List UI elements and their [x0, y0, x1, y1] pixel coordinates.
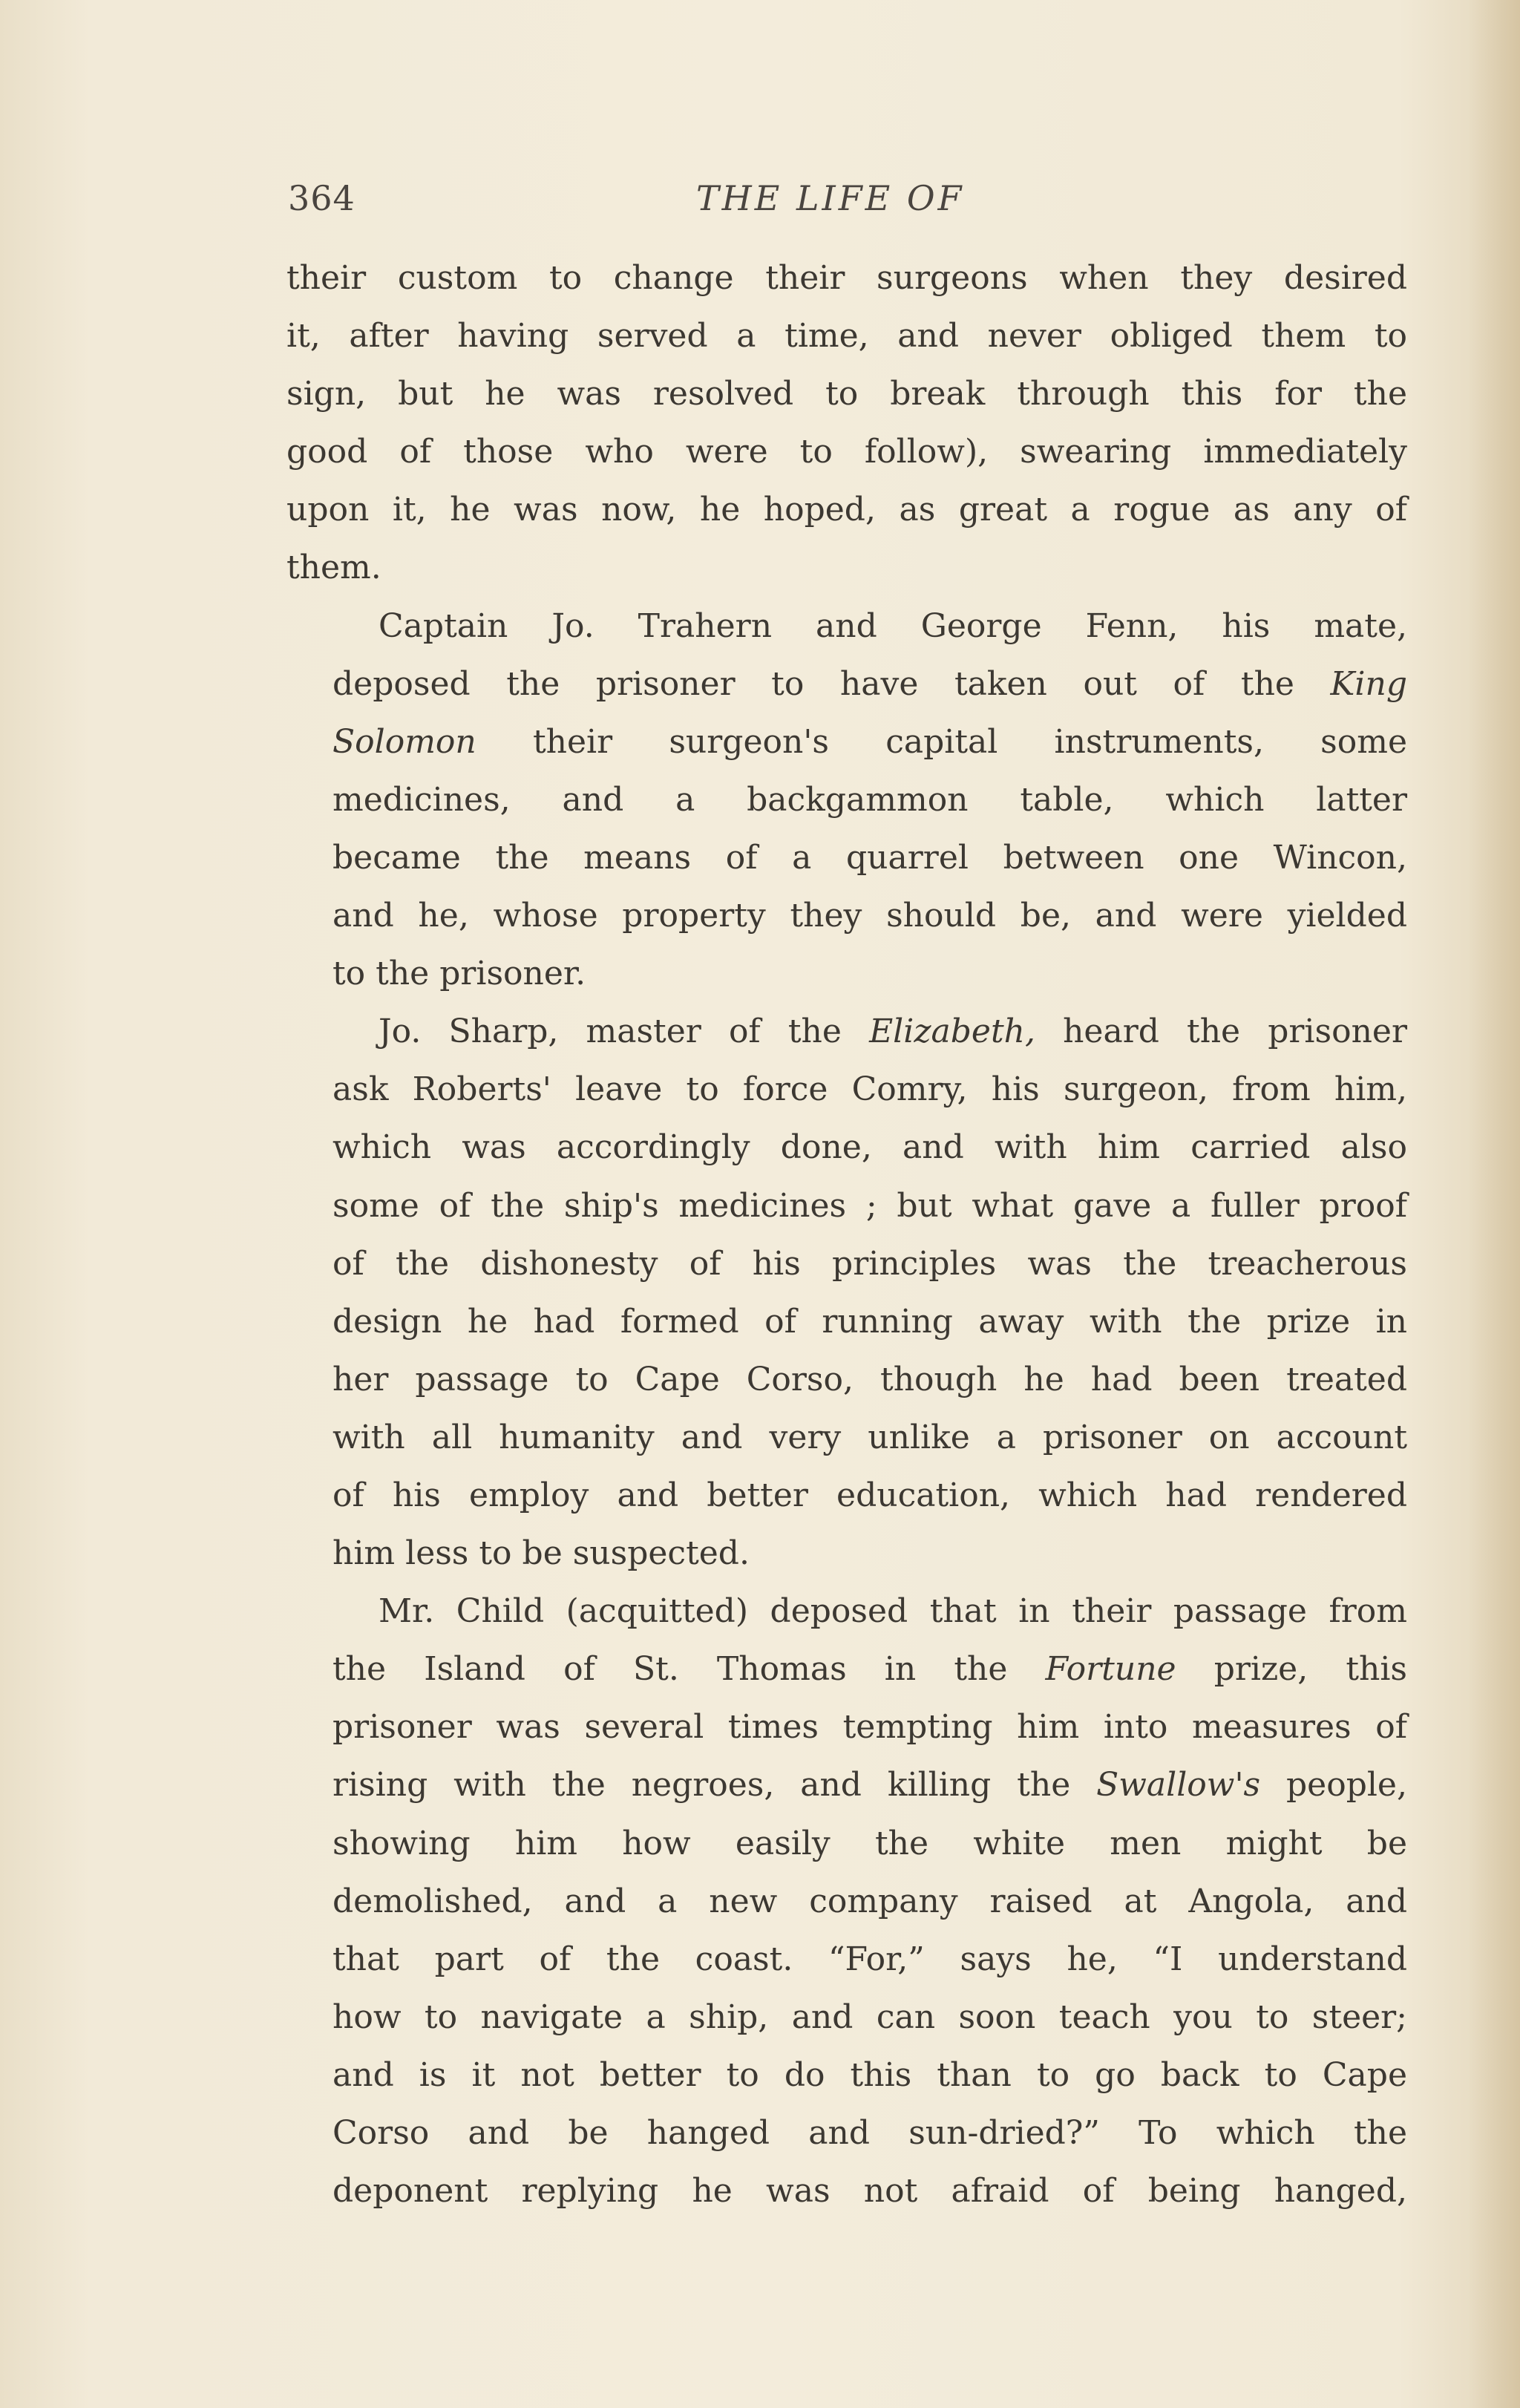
- text-segment: prize, this: [1213, 1650, 1407, 1689]
- italic-ship-name: Swallow's: [1096, 1766, 1261, 1805]
- running-title: THE LIFE OF: [696, 178, 965, 218]
- text-line: her passage to Cape Corso, though he had been treated: [332, 1360, 1407, 1398]
- text-line: him less to be suspected.: [332, 1534, 750, 1573]
- text-line: design he had formed of running away with the prize in: [332, 1302, 1407, 1341]
- italic-ship-name: Fortune: [1045, 1650, 1176, 1689]
- text-line: that part of the coast. “For,” says he, “I understand: [332, 1940, 1407, 1978]
- text-segment: deposed the prisoner to have taken out of the: [332, 664, 1294, 703]
- paragraph-3: [286, 1003, 1407, 1583]
- text-line: which was accordingly done, and with him carried also: [332, 1128, 1407, 1167]
- text-line: [286, 1003, 1407, 1061]
- text-line: it, after having served a time, and never obliged them to: [286, 317, 1407, 356]
- text-line: of his employ and better education, which had rendered: [332, 1476, 1407, 1514]
- text-line: [286, 1756, 1407, 1814]
- page-number: 364: [288, 178, 356, 218]
- page-header: [288, 178, 1406, 230]
- text-line: Mr. Child (acquitted) deposed that in their passage from: [379, 1592, 1407, 1631]
- paragraph-1: [286, 249, 1407, 598]
- text-line: to the prisoner.: [332, 955, 586, 993]
- paragraph-2: [286, 598, 1407, 1004]
- text-line: medicines, and a backgammon table, which latter: [332, 780, 1407, 819]
- italic-ship-name: King: [1330, 664, 1407, 703]
- text-line: of the dishonesty of his principles was the treacherous: [332, 1244, 1407, 1283]
- italic-ship-name: Solomon: [332, 722, 476, 761]
- text-line: deponent replying he was not afraid of being hanged,: [332, 2172, 1407, 2211]
- paragraph-4: [286, 1583, 1407, 2220]
- text-line: demolished, and a new company raised at Angola, and: [332, 1882, 1407, 1920]
- text-line: their custom to change their surgeons when they desired: [286, 259, 1407, 297]
- text-line: ask Roberts' leave to force Comry, his surgeon, from him,: [332, 1070, 1407, 1109]
- text-segment: Jo. Sharp, master of the: [379, 1012, 842, 1051]
- text-line: and he, whose property they should be, and were yielded: [332, 897, 1407, 935]
- text-line: good of those who were to follow), swearing immediately: [286, 433, 1407, 471]
- text-line: some of the ship's medicines ; but what gave a fuller proof: [332, 1186, 1407, 1225]
- text-segment: their surgeon's capital instruments, some: [532, 722, 1407, 761]
- text-line: with all humanity and very unlike a prisoner on account: [332, 1418, 1407, 1456]
- text-line: became the means of a quarrel between one Wincon,: [332, 838, 1407, 877]
- body-text: [286, 249, 1407, 2220]
- text-line: how to navigate a ship, and can soon teach you to steer;: [332, 1998, 1407, 2036]
- text-line: sign, but he was resolved to break through this for the: [286, 375, 1407, 413]
- text-line: Captain Jo. Trahern and George Fenn, his mate,: [379, 606, 1407, 645]
- page-edge-shadow: [1468, 0, 1520, 2408]
- text-line: [286, 713, 1407, 771]
- text-line: them.: [286, 549, 381, 587]
- text-line: [286, 655, 1407, 713]
- text-segment: rising with the negroes, and killing the: [332, 1766, 1071, 1805]
- text-segment: people,: [1286, 1766, 1407, 1805]
- text-segment: the Island of St. Thomas in the: [332, 1650, 1008, 1689]
- text-segment: heard the prisoner: [1063, 1012, 1407, 1051]
- text-line: prisoner was several times tempting him into measures of: [332, 1708, 1407, 1747]
- text-line: Corso and be hanged and sun-dried?” To which the: [332, 2114, 1407, 2152]
- text-line: [286, 1640, 1407, 1698]
- text-line: showing him how easily the white men might be: [332, 1824, 1407, 1862]
- text-line: and is it not better to do this than to go back to Cape: [332, 2055, 1407, 2094]
- italic-ship-name: Elizabeth,: [869, 1012, 1035, 1051]
- text-line: upon it, he was now, he hoped, as great a rogue as any of: [286, 491, 1407, 529]
